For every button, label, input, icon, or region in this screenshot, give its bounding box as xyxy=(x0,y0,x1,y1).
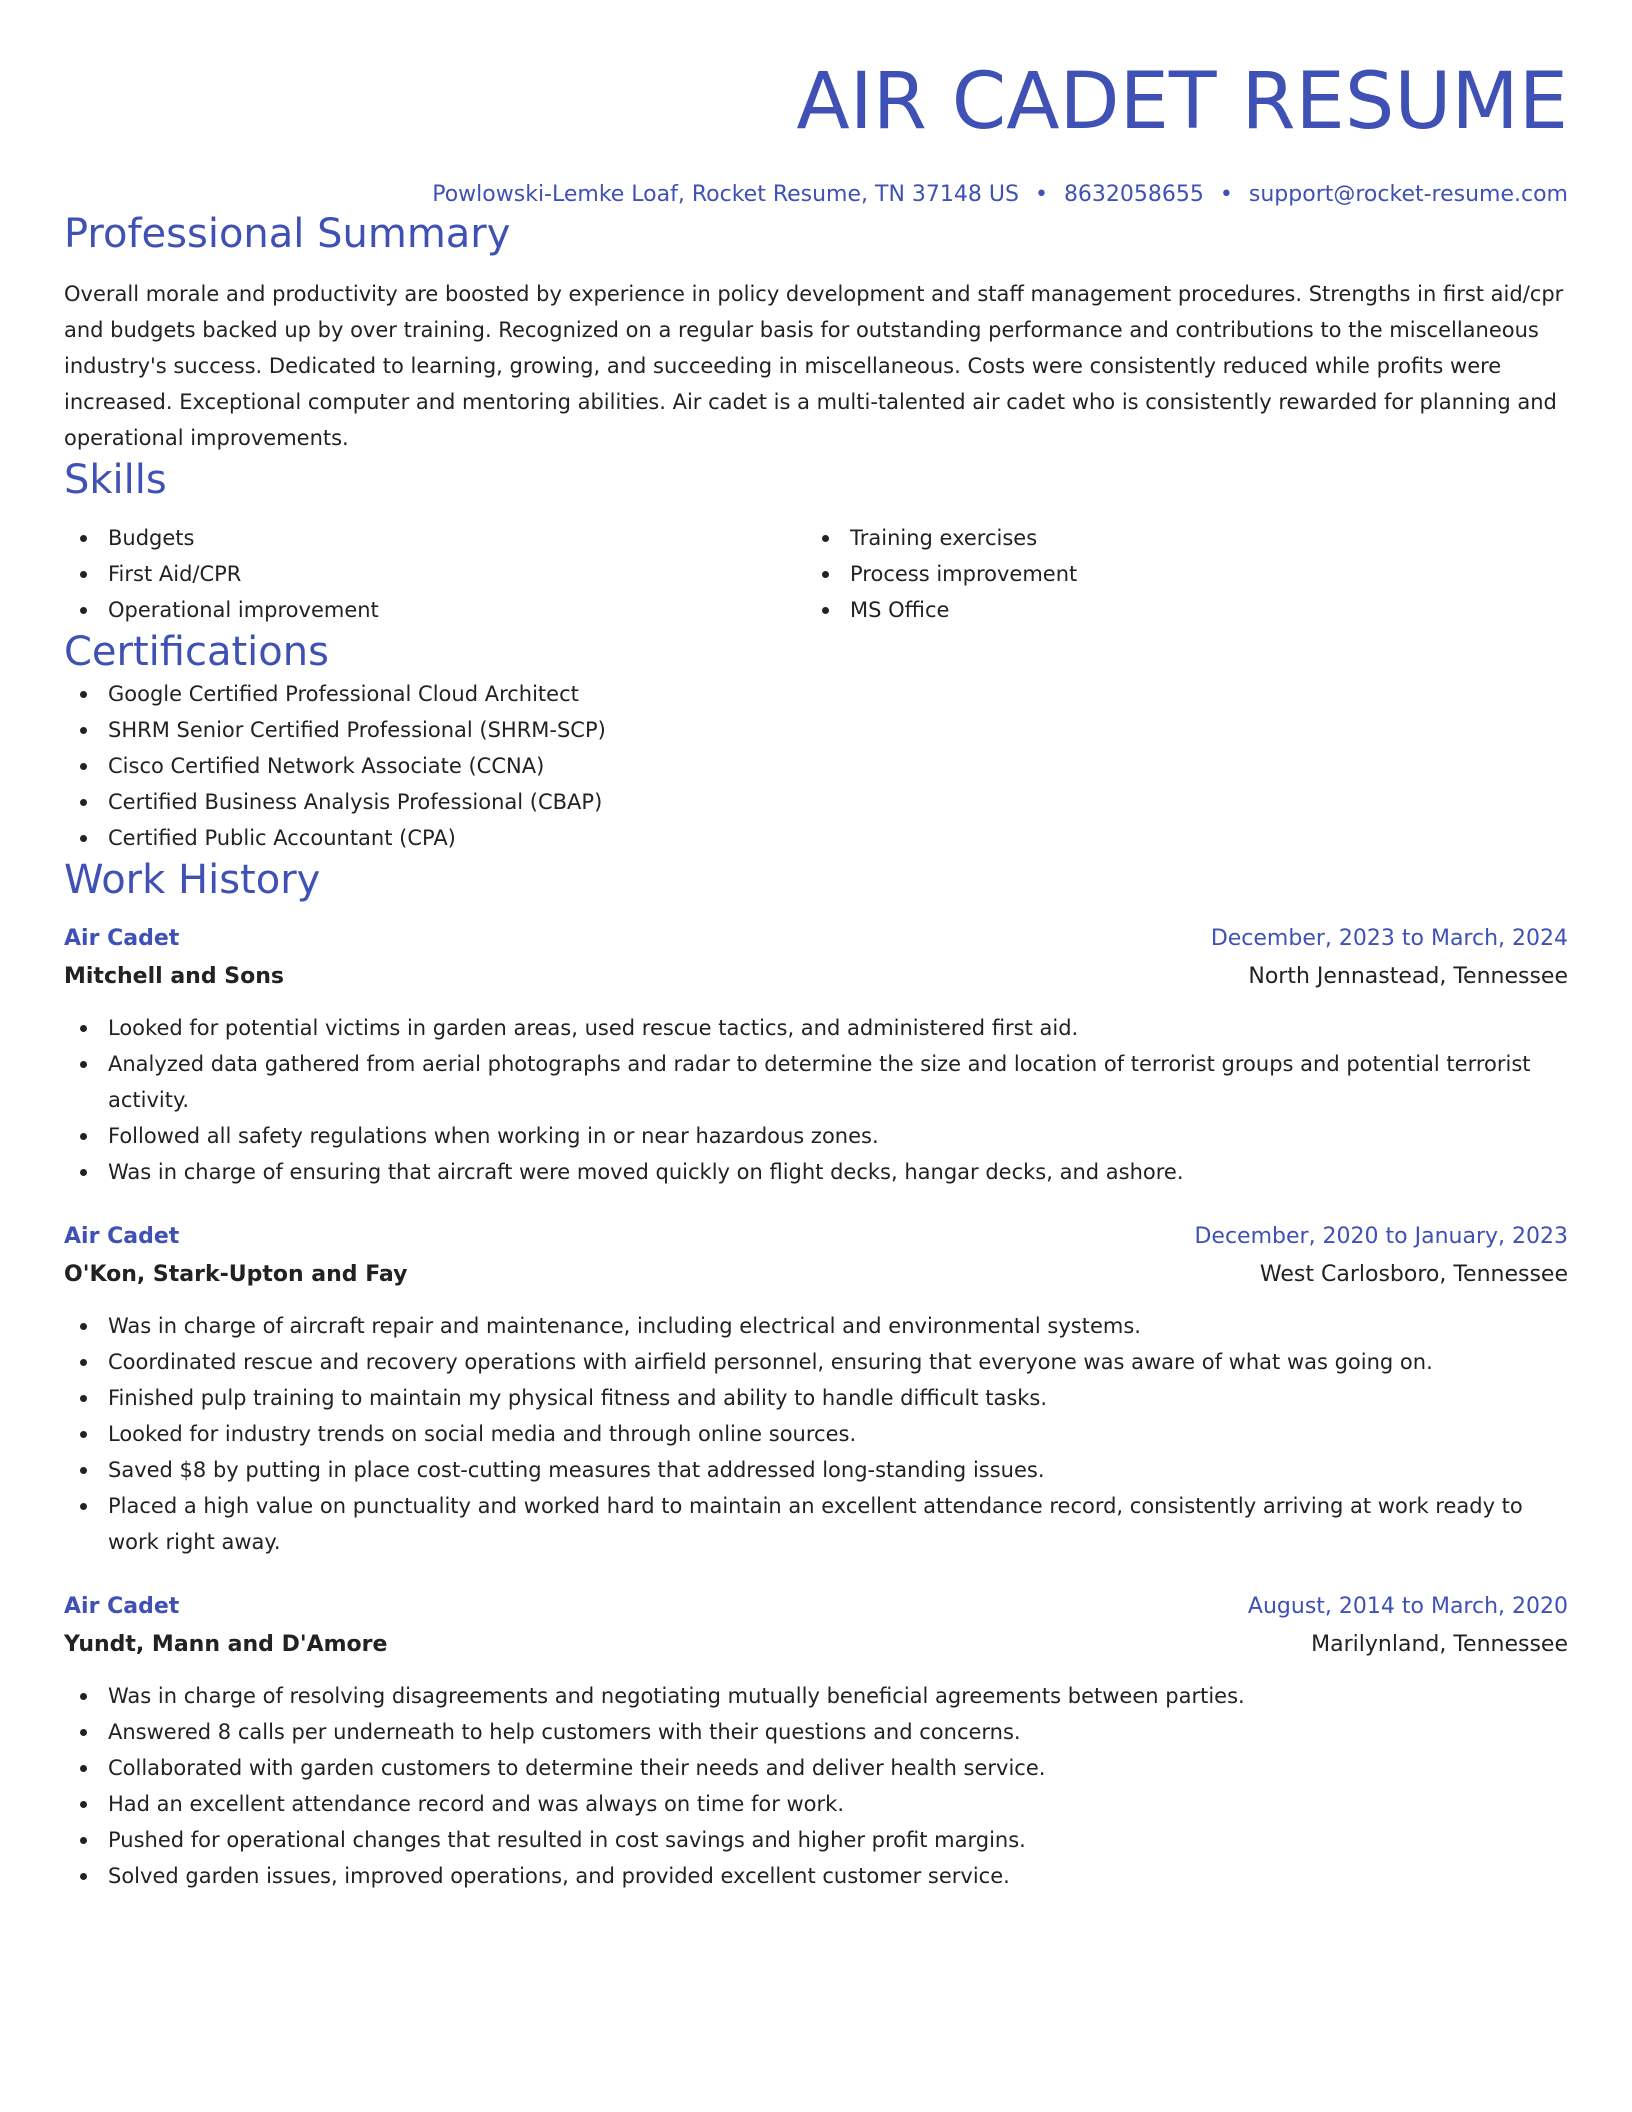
job-bullet: Was in charge of ensuring that aircraft were moved quickly on flight decks, hangar decks, and ashore. xyxy=(64,1154,1568,1190)
certification-item: Certified Business Analysis Professional (CBAP) xyxy=(64,784,1568,820)
job-location: North Jennastead, Tennessee xyxy=(1248,964,1568,989)
job-entry xyxy=(64,1588,1568,1894)
skill-item: MS Office xyxy=(806,592,1548,628)
job-title-row xyxy=(64,1588,1568,1626)
summary-text: Overall morale and productivity are boosted by experience in policy development and staff management procedures. Strengths in first aid/cpr and budgets backed up by over training. Recognized on a regular basis for outstanding performance and contributions to the miscellaneous industry's success. Dedicated to learning, growing, and succeeding in miscellaneous. Costs were consistently reduced while profits were increased. Exceptional computer and mentoring abilities. Air cadet is a multi-talented air cadet who is consistently rewarded for planning and operational improvements. xyxy=(64,282,1564,450)
job-dates: December, 2023 to March, 2024 xyxy=(1210,926,1568,951)
job-location: West Carlosboro, Tennessee xyxy=(1259,1262,1568,1287)
job-bullet: Finished pulp training to maintain my physical fitness and ability to handle difficult tasks. xyxy=(64,1380,1568,1416)
skills-column-left xyxy=(64,520,806,628)
job-title-row xyxy=(64,1218,1568,1256)
job-title-row xyxy=(64,920,1568,958)
job-company: O'Kon, Stark-Upton and Fay xyxy=(64,1262,408,1287)
job-bullets xyxy=(64,1010,1568,1190)
job-dates: August, 2014 to March, 2020 xyxy=(1247,1594,1568,1619)
job-bullet: Collaborated with garden customers to determine their needs and deliver health service. xyxy=(64,1750,1568,1786)
certifications-heading: Certifications xyxy=(64,629,329,675)
job-bullet: Was in charge of resolving disagreements and negotiating mutually beneficial agreements between parties. xyxy=(64,1678,1568,1714)
job-title: Air Cadet xyxy=(64,926,180,951)
contact-separator: • xyxy=(1219,182,1233,207)
skills-grid xyxy=(64,520,1568,628)
skill-item: First Aid/CPR xyxy=(64,556,806,592)
job-bullet: Answered 8 calls per underneath to help customers with their questions and concerns. xyxy=(64,1714,1568,1750)
skill-item: Budgets xyxy=(64,520,806,556)
contact-line xyxy=(64,180,1568,210)
job-company-row xyxy=(64,958,1568,996)
work-history-heading: Work History xyxy=(64,857,321,903)
job-company-row xyxy=(64,1256,1568,1294)
skill-item: Training exercises xyxy=(806,520,1548,556)
job-bullet: Solved garden issues, improved operations, and provided excellent customer service. xyxy=(64,1858,1568,1894)
contact-address: Powlowski-Lemke Loaf, Rocket Resume, TN 37148 US xyxy=(432,182,1019,207)
job-dates: December, 2020 to January, 2023 xyxy=(1194,1224,1568,1249)
job-bullet: Analyzed data gathered from aerial photographs and radar to determine the size and location of terrorist groups and potential terrorist activity. xyxy=(64,1046,1568,1118)
job-title: Air Cadet xyxy=(64,1224,180,1249)
certification-item: Cisco Certified Network Associate (CCNA) xyxy=(64,748,1568,784)
job-entry xyxy=(64,1218,1568,1560)
job-bullets xyxy=(64,1308,1568,1560)
job-bullet: Looked for industry trends on social media and through online sources. xyxy=(64,1416,1568,1452)
job-company: Mitchell and Sons xyxy=(64,964,284,989)
job-entry xyxy=(64,920,1568,1190)
skills-heading: Skills xyxy=(64,457,167,503)
job-bullet: Pushed for operational changes that resulted in cost savings and higher profit margins. xyxy=(64,1822,1568,1858)
contact-phone: 8632058655 xyxy=(1063,182,1204,207)
job-bullet: Placed a high value on punctuality and worked hard to maintain an excellent attendance record, consistently arriving at work ready to work right away. xyxy=(64,1488,1568,1560)
job-bullet: Coordinated rescue and recovery operations with airfield personnel, ensuring that everyone was aware of what was going on. xyxy=(64,1344,1568,1380)
contact-separator: • xyxy=(1034,182,1048,207)
skill-item: Operational improvement xyxy=(64,592,806,628)
certification-item: SHRM Senior Certified Professional (SHRM-SCP) xyxy=(64,712,1568,748)
skill-item: Process improvement xyxy=(806,556,1548,592)
certifications-list xyxy=(64,676,1568,856)
job-bullet: Followed all safety regulations when working in or near hazardous zones. xyxy=(64,1118,1568,1154)
skills-column-right xyxy=(806,520,1548,628)
summary-heading: Professional Summary xyxy=(64,211,511,257)
certification-item: Google Certified Professional Cloud Architect xyxy=(64,676,1568,712)
job-bullet: Had an excellent attendance record and was always on time for work. xyxy=(64,1786,1568,1822)
job-company: Yundt, Mann and D'Amore xyxy=(64,1632,388,1657)
job-location: Marilynland, Tennessee xyxy=(1311,1632,1568,1657)
resume-page xyxy=(64,0,1568,1894)
job-bullets xyxy=(64,1678,1568,1894)
job-bullet: Looked for potential victims in garden areas, used rescue tactics, and administered first aid. xyxy=(64,1010,1568,1046)
contact-email[interactable]: support@rocket-resume.com xyxy=(1248,182,1568,207)
job-title: Air Cadet xyxy=(64,1594,180,1619)
job-bullet: Was in charge of aircraft repair and maintenance, including electrical and environmental systems. xyxy=(64,1308,1568,1344)
certification-item: Certified Public Accountant (CPA) xyxy=(64,820,1568,856)
resume-header xyxy=(64,0,1568,210)
job-bullet: Saved $8 by putting in place cost-cutting measures that addressed long-standing issues. xyxy=(64,1452,1568,1488)
job-company-row xyxy=(64,1626,1568,1664)
resume-name: AIR CADET RESUME xyxy=(796,57,1568,147)
